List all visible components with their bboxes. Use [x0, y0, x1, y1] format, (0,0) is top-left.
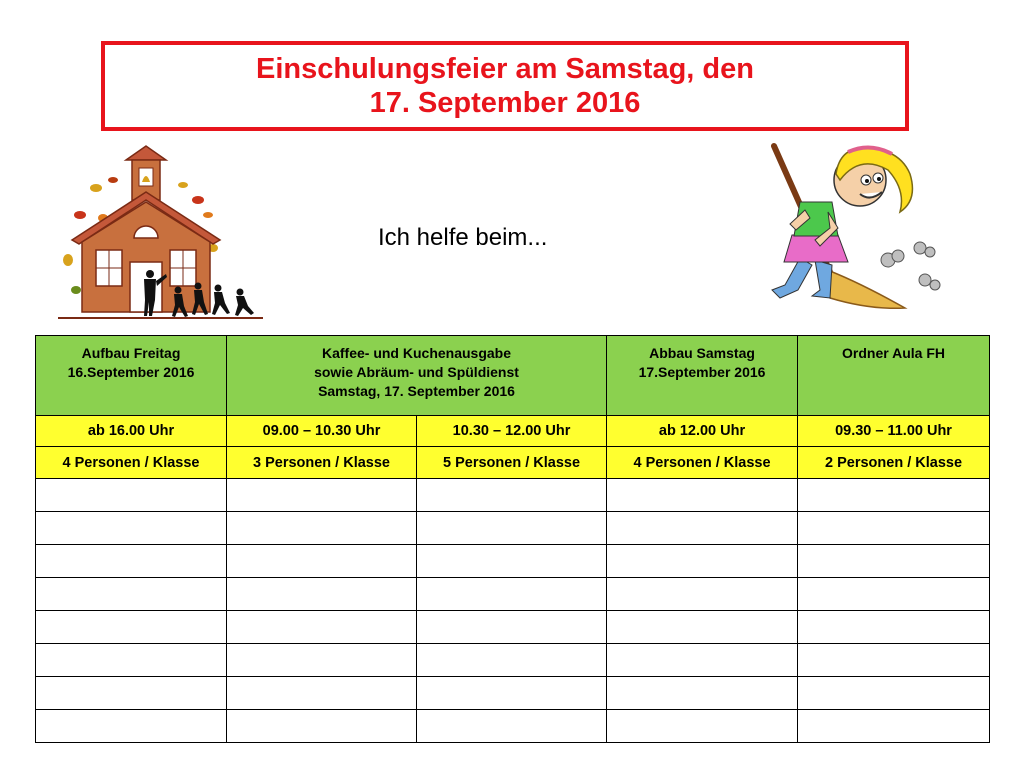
table-header-row [36, 336, 990, 416]
header-aufbau-line-2: 16.September 2016 [67, 364, 195, 380]
signup-cell[interactable] [227, 545, 417, 578]
signup-cell[interactable] [798, 677, 990, 710]
signup-cell[interactable] [227, 644, 417, 677]
signup-cell[interactable] [227, 611, 417, 644]
signup-cell[interactable] [798, 644, 990, 677]
header-kaffee-line-1: Kaffee- und Kuchenausgabe [321, 345, 512, 361]
signup-cell[interactable] [36, 545, 227, 578]
signup-cell[interactable] [607, 512, 798, 545]
signup-cell[interactable] [227, 479, 417, 512]
signup-cell[interactable] [607, 710, 798, 743]
signup-cell[interactable] [798, 545, 990, 578]
signup-row [36, 611, 990, 644]
signup-cell[interactable] [417, 677, 607, 710]
signup-cell[interactable] [798, 512, 990, 545]
header-kaffee-line-3: Samstag, 17. September 2016 [318, 383, 515, 399]
signup-cell[interactable] [798, 479, 990, 512]
header-kaffee-line-2: sowie Abräum- und Spüldienst [314, 364, 519, 380]
time-row [36, 416, 990, 447]
time-cell: 10.30 – 12.00 Uhr [417, 416, 607, 447]
signup-cell[interactable] [36, 578, 227, 611]
signup-row [36, 644, 990, 677]
time-cell: 09.30 – 11.00 Uhr [798, 416, 990, 447]
girl-sweeping-with-broom-icon [760, 140, 945, 310]
signup-cell[interactable] [607, 644, 798, 677]
signup-row [36, 479, 990, 512]
signup-cell[interactable] [36, 710, 227, 743]
signup-cell[interactable] [417, 545, 607, 578]
signup-cell[interactable] [607, 677, 798, 710]
signup-cell[interactable] [227, 578, 417, 611]
signup-cell[interactable] [607, 611, 798, 644]
blank-signup-rows [36, 479, 990, 743]
signup-cell[interactable] [417, 644, 607, 677]
signup-row [36, 512, 990, 545]
title-line-1: Einschulungsfeier am Samstag, den [256, 53, 754, 85]
time-cell: ab 16.00 Uhr [36, 416, 227, 447]
title-box [101, 41, 909, 131]
signup-row [36, 545, 990, 578]
signup-cell[interactable] [36, 512, 227, 545]
signup-cell[interactable] [607, 578, 798, 611]
persons-cell: 3 Personen / Klasse [227, 447, 417, 479]
signup-row [36, 578, 990, 611]
header-ordner [798, 336, 990, 416]
persons-cell: 2 Personen / Klasse [798, 447, 990, 479]
signup-cell[interactable] [798, 578, 990, 611]
persons-row [36, 447, 990, 479]
signup-cell[interactable] [417, 512, 607, 545]
signup-cell[interactable] [607, 479, 798, 512]
header-ordner-line-1: Ordner Aula FH [842, 345, 945, 361]
signup-cell[interactable] [607, 545, 798, 578]
signup-cell[interactable] [417, 611, 607, 644]
signup-cell[interactable] [36, 677, 227, 710]
signup-cell[interactable] [227, 512, 417, 545]
signup-cell[interactable] [417, 710, 607, 743]
signup-cell[interactable] [798, 611, 990, 644]
school-house-with-children-icon [58, 140, 263, 325]
signup-row [36, 677, 990, 710]
persons-cell: 5 Personen / Klasse [417, 447, 607, 479]
time-cell: ab 12.00 Uhr [607, 416, 798, 447]
title-line-2: 17. September 2016 [369, 87, 641, 119]
header-abbau-line-2: 17.September 2016 [638, 364, 766, 380]
signup-cell[interactable] [417, 578, 607, 611]
header-kaffee-kuchen [227, 336, 607, 416]
signup-cell[interactable] [36, 644, 227, 677]
signup-cell[interactable] [227, 710, 417, 743]
persons-cell: 4 Personen / Klasse [607, 447, 798, 479]
header-abbau [607, 336, 798, 416]
header-aufbau [36, 336, 227, 416]
helper-signup-table [35, 335, 990, 743]
signup-cell[interactable] [417, 479, 607, 512]
header-aufbau-line-1: Aufbau Freitag [81, 345, 181, 361]
signup-cell[interactable] [798, 710, 990, 743]
header-abbau-line-1: Abbau Samstag [649, 345, 755, 361]
persons-cell: 4 Personen / Klasse [36, 447, 227, 479]
signup-cell[interactable] [36, 479, 227, 512]
time-cell: 09.00 – 10.30 Uhr [227, 416, 417, 447]
signup-cell[interactable] [227, 677, 417, 710]
signup-cell[interactable] [36, 611, 227, 644]
subtitle: Ich helfe beim... [378, 224, 548, 251]
signup-row [36, 710, 990, 743]
